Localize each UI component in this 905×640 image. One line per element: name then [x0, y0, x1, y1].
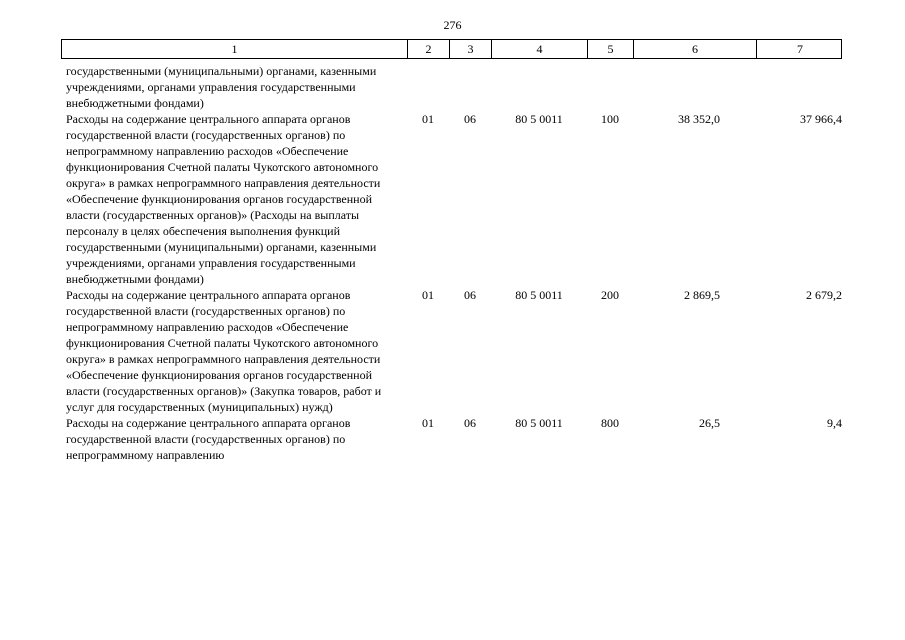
- row-section: 01: [422, 288, 434, 302]
- row-expense-type: 200: [601, 288, 619, 302]
- row-amount-actual: 37 966,4: [800, 112, 842, 126]
- row-subsection: 06: [464, 416, 476, 430]
- row-amount-planned: 38 352,0: [678, 112, 720, 126]
- table-row: [61, 287, 842, 415]
- header-col-2: 2: [408, 40, 450, 58]
- row-description: Расходы на содержание центрального аппарата органов государственной власти (государственных органов) по непрограммному направлению: [66, 416, 351, 462]
- row-expense-type: 800: [601, 416, 619, 430]
- header-col-4: 4: [492, 40, 588, 58]
- table-row: [61, 415, 842, 463]
- continued-text-fragment: государственными (муниципальными) органами, казенными учреждениями, органами управления государственными внебюджетными фондами): [66, 64, 377, 110]
- header-col-1: 1: [62, 40, 408, 58]
- row-target-article: 80 5 0011: [515, 112, 563, 126]
- header-col-7: 7: [797, 42, 803, 56]
- page-number: 276: [443, 18, 462, 32]
- row-target-article: 80 5 0011: [515, 416, 563, 430]
- header-col-3: 3: [450, 40, 492, 58]
- row-description: Расходы на содержание центрального аппарата органов государственной власти (государственных органов) по непрограммному направлению расходов «Обеспечение функционирования Счетной палаты Чукотского автономного округа» в рамках непрограммного направления деятельности «Обеспечение функционирования органов государственной власти (государственных органов)» (Закупка товаров, работ и услуг для государственных (муниципальных) нужд): [66, 288, 382, 414]
- row-subsection: 06: [464, 112, 476, 126]
- row-description: Расходы на содержание центрального аппарата органов государственной власти (государственных органов) по непрограммному направлению расходов «Обеспечение функционирования Счетной палаты Чукотского автономного округа» в рамках непрограммного направления деятельности «Обеспечение функционирования органов государственной власти (государственных органов)» (Расходы на выплаты персоналу в целях обеспечения выполнения функций государственными (муниципальными) органами, казенными учреждениями, органами управления государственными внебюджетными фондами): [66, 112, 381, 286]
- table-body: [61, 63, 842, 463]
- table-header: [61, 39, 842, 59]
- row-amount-planned: 2 869,5: [684, 288, 720, 302]
- row-target-article: 80 5 0011: [515, 288, 563, 302]
- row-section: 01: [422, 112, 434, 126]
- row-amount-planned: 26,5: [699, 416, 720, 430]
- header-col-6: 6: [634, 40, 757, 58]
- table-row: [61, 111, 842, 287]
- row-expense-type: 100: [601, 112, 619, 126]
- row-section: 01: [422, 416, 434, 430]
- row-amount-actual: 9,4: [827, 416, 842, 430]
- header-col-5: 5: [588, 40, 634, 58]
- row-amount-actual: 2 679,2: [806, 288, 842, 302]
- row-subsection: 06: [464, 288, 476, 302]
